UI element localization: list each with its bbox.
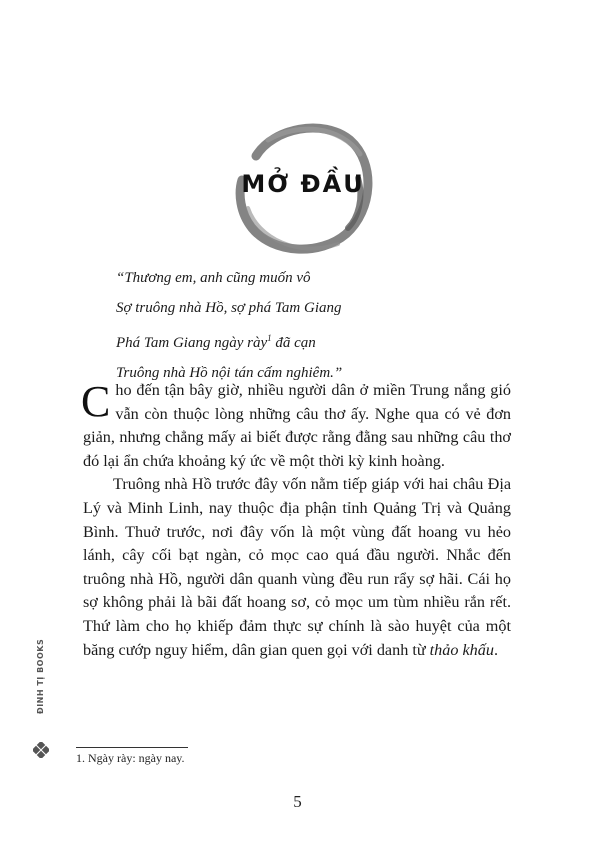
verse-line: Phá Tam Giang ngày rày$^1$ đã cạn <box>116 333 316 351</box>
paragraph: Truông nhà Hồ trước đây vốn nằm tiếp giáp với hai châu Địa Lý và Minh Linh, nay thuộc địa phận tỉnh Quảng Trị và Quảng Bình. Thuở trước, nơi đây vốn là một vùng đất hoang vu hẻo lánh, cây cối bạt ngàn, cỏ mọc cao quá đầu người. Nhắc đến truông nhà Hồ, người dân quanh vùng đều run rẩy sợ hãi. Cái họ sợ không phải là bãi đất hoang sơ, cỏ mọc um tùm nhiều rắn rết. Thứ làm cho họ khiếp đảm thực sự chính là sào huyệt của một băng cướp nguy hiểm, dân gian quen gọi với danh từ thảo khấu. <box>83 475 511 659</box>
epigraph-verse <box>116 263 342 388</box>
chapter-title: MỞ ĐẦU <box>241 170 365 198</box>
italic-term: thảo khấu <box>429 640 494 659</box>
drop-cap: C <box>81 377 111 426</box>
paragraph: Cho đến tận bây giờ, nhiều người dân ở miền Trung nắng gió vẫn còn thuộc lòng những câu thơ ấy. Nghe qua có vẻ đơn giản, nhưng chẳng mấy ai biết được rằng đằng sau những câu thơ đó lại ẩn chứa khoảng ký ức về một thời kỳ kinh hoàng. <box>81 377 511 470</box>
verse-line: “Thương em, anh cũng muốn vô <box>116 270 311 286</box>
footnote-divider <box>76 747 188 748</box>
publisher-logo-icon <box>33 742 49 758</box>
footnote: 1. Ngày rày: ngày nay. <box>76 751 185 765</box>
body-text <box>83 379 511 662</box>
footnote-ref[interactable]: 1 <box>267 333 272 343</box>
verse-line: Sợ truông nhà Hồ, sợ phá Tam Giang <box>116 300 342 316</box>
page-number: 5 <box>293 792 302 811</box>
verse-line: Truông nhà Hồ nội tán cấm nghiêm.” <box>116 365 343 381</box>
publisher-name: ĐINH TỊ BOOKS <box>36 638 45 714</box>
chapter-heading <box>228 118 378 258</box>
